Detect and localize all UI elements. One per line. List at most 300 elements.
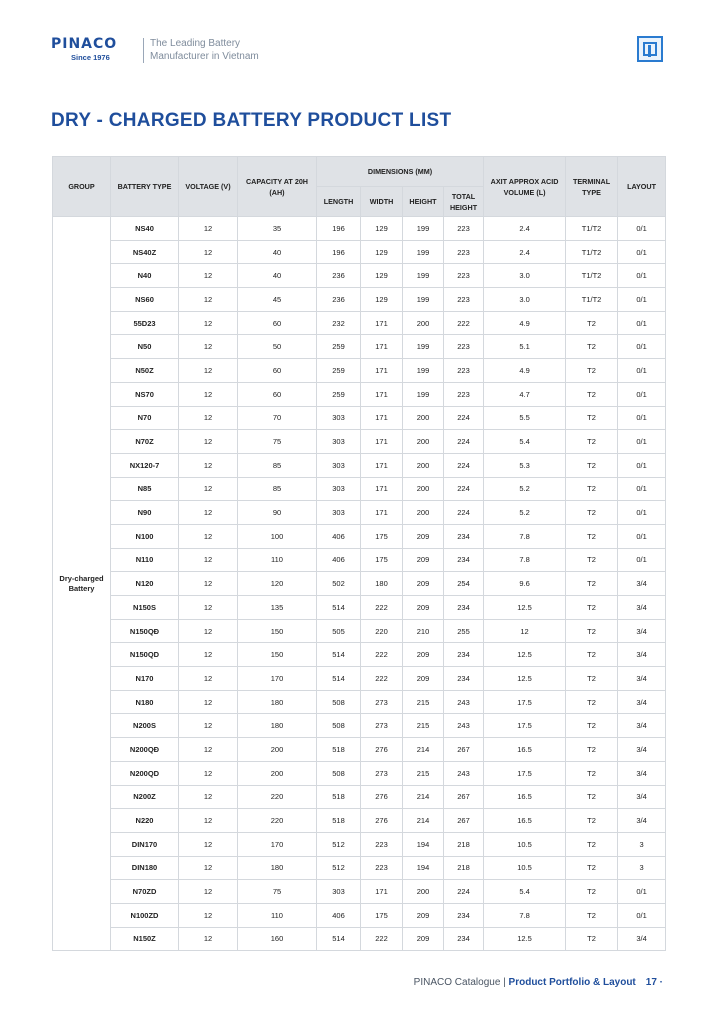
cell-capacity: 170 xyxy=(238,832,317,856)
cell-width: 222 xyxy=(361,643,403,667)
cell-battery-type: NS40 xyxy=(111,217,179,241)
cell-voltage: 12 xyxy=(179,430,238,454)
cell-length: 196 xyxy=(317,217,361,241)
cell-capacity: 40 xyxy=(238,264,317,288)
cell-total-height: 223 xyxy=(444,217,484,241)
cell-battery-type: N200Z xyxy=(111,785,179,809)
table-row xyxy=(53,524,666,548)
cell-layout: 0/1 xyxy=(618,548,666,572)
cell-length: 518 xyxy=(317,809,361,833)
header-battery-type: BATTERY TYPE xyxy=(111,157,179,217)
cell-voltage: 12 xyxy=(179,453,238,477)
cell-height: 215 xyxy=(403,714,444,738)
cell-layout: 3/4 xyxy=(618,667,666,691)
cell-width: 273 xyxy=(361,690,403,714)
table-row xyxy=(53,382,666,406)
cell-terminal-type: T1/T2 xyxy=(566,217,618,241)
cell-length: 259 xyxy=(317,335,361,359)
cell-width: 171 xyxy=(361,453,403,477)
cell-battery-type: N180 xyxy=(111,690,179,714)
cell-layout: 0/1 xyxy=(618,288,666,312)
cell-width: 171 xyxy=(361,335,403,359)
cell-width: 175 xyxy=(361,903,403,927)
header-length: LENGTH xyxy=(317,187,361,217)
cell-height: 199 xyxy=(403,288,444,312)
cell-capacity: 40 xyxy=(238,240,317,264)
cell-capacity: 60 xyxy=(238,382,317,406)
header-voltage: VOLTAGE (V) xyxy=(179,157,238,217)
cell-layout: 0/1 xyxy=(618,524,666,548)
cell-voltage: 12 xyxy=(179,382,238,406)
cell-battery-type: N150S xyxy=(111,596,179,620)
cell-total-height: 222 xyxy=(444,311,484,335)
table-row xyxy=(53,809,666,833)
cell-terminal-type: T2 xyxy=(566,690,618,714)
cell-length: 514 xyxy=(317,667,361,691)
cell-battery-type: N40 xyxy=(111,264,179,288)
cell-length: 406 xyxy=(317,903,361,927)
cell-acid-volume: 10.5 xyxy=(484,856,566,880)
cell-total-height: 218 xyxy=(444,856,484,880)
table-body xyxy=(53,217,666,951)
cell-capacity: 85 xyxy=(238,453,317,477)
cell-capacity: 100 xyxy=(238,524,317,548)
cell-battery-type: NS70 xyxy=(111,382,179,406)
cell-width: 276 xyxy=(361,738,403,762)
table-row xyxy=(53,832,666,856)
cell-layout: 3/4 xyxy=(618,738,666,762)
cell-total-height: 243 xyxy=(444,690,484,714)
cell-layout: 0/1 xyxy=(618,382,666,406)
table-row xyxy=(53,548,666,572)
cell-total-height: 223 xyxy=(444,264,484,288)
cell-acid-volume: 16.5 xyxy=(484,809,566,833)
cell-voltage: 12 xyxy=(179,548,238,572)
cell-capacity: 135 xyxy=(238,596,317,620)
table-row xyxy=(53,738,666,762)
cell-voltage: 12 xyxy=(179,809,238,833)
cell-layout: 0/1 xyxy=(618,406,666,430)
cell-layout: 3/4 xyxy=(618,927,666,951)
cell-width: 220 xyxy=(361,619,403,643)
cell-capacity: 90 xyxy=(238,501,317,525)
cell-voltage: 12 xyxy=(179,903,238,927)
cell-voltage: 12 xyxy=(179,738,238,762)
cell-terminal-type: T2 xyxy=(566,311,618,335)
cell-acid-volume: 10.5 xyxy=(484,832,566,856)
cell-capacity: 110 xyxy=(238,548,317,572)
table-row xyxy=(53,643,666,667)
cell-total-height: 243 xyxy=(444,761,484,785)
cell-terminal-type: T2 xyxy=(566,382,618,406)
header-total-height: TOTAL HEIGHT xyxy=(444,187,484,217)
cell-capacity: 75 xyxy=(238,880,317,904)
cell-width: 273 xyxy=(361,714,403,738)
cell-height: 209 xyxy=(403,548,444,572)
page-footer xyxy=(414,977,663,988)
table-row xyxy=(53,714,666,738)
cell-voltage: 12 xyxy=(179,856,238,880)
table-row xyxy=(53,690,666,714)
cell-acid-volume: 3.0 xyxy=(484,264,566,288)
cell-terminal-type: T2 xyxy=(566,738,618,762)
header-terminal-type: TERMINAL TYPE xyxy=(566,157,618,217)
cell-terminal-type: T2 xyxy=(566,832,618,856)
cell-terminal-type: T2 xyxy=(566,903,618,927)
cell-voltage: 12 xyxy=(179,477,238,501)
page-header xyxy=(51,36,671,66)
cell-width: 180 xyxy=(361,572,403,596)
cell-height: 210 xyxy=(403,619,444,643)
cell-voltage: 12 xyxy=(179,359,238,383)
cell-terminal-type: T2 xyxy=(566,453,618,477)
cell-width: 171 xyxy=(361,382,403,406)
cell-height: 199 xyxy=(403,359,444,383)
cell-layout: 0/1 xyxy=(618,477,666,501)
cell-acid-volume: 17.5 xyxy=(484,761,566,785)
cell-acid-volume: 3.0 xyxy=(484,288,566,312)
cell-layout: 3/4 xyxy=(618,785,666,809)
header-dimensions: DIMENSIONS (MM) xyxy=(317,157,484,187)
cell-capacity: 180 xyxy=(238,690,317,714)
cell-acid-volume: 12 xyxy=(484,619,566,643)
cell-length: 508 xyxy=(317,761,361,785)
table-row xyxy=(53,596,666,620)
cell-length: 303 xyxy=(317,406,361,430)
cell-battery-type: N50Z xyxy=(111,359,179,383)
cell-length: 518 xyxy=(317,738,361,762)
cell-capacity: 150 xyxy=(238,643,317,667)
table-row xyxy=(53,288,666,312)
cell-length: 514 xyxy=(317,643,361,667)
table-row xyxy=(53,761,666,785)
cell-total-height: 224 xyxy=(444,501,484,525)
table-row xyxy=(53,880,666,904)
cell-acid-volume: 5.3 xyxy=(484,453,566,477)
cell-total-height: 223 xyxy=(444,359,484,383)
cell-total-height: 234 xyxy=(444,927,484,951)
cell-acid-volume: 12.5 xyxy=(484,643,566,667)
cell-terminal-type: T2 xyxy=(566,761,618,785)
cell-length: 406 xyxy=(317,524,361,548)
cell-layout: 0/1 xyxy=(618,453,666,477)
cell-height: 209 xyxy=(403,903,444,927)
cell-total-height: 267 xyxy=(444,785,484,809)
cell-terminal-type: T2 xyxy=(566,335,618,359)
cell-layout: 0/1 xyxy=(618,240,666,264)
footer-section: Product Portfolio & Layout xyxy=(508,977,636,988)
cell-width: 222 xyxy=(361,927,403,951)
cell-width: 222 xyxy=(361,667,403,691)
cell-acid-volume: 4.9 xyxy=(484,311,566,335)
cell-height: 209 xyxy=(403,927,444,951)
page-title: DRY - CHARGED BATTERY PRODUCT LIST xyxy=(51,110,452,131)
cell-total-height: 224 xyxy=(444,406,484,430)
table-row xyxy=(53,927,666,951)
cell-battery-type: N150Z xyxy=(111,927,179,951)
cell-battery-type: N110 xyxy=(111,548,179,572)
cell-acid-volume: 5.4 xyxy=(484,430,566,454)
cell-length: 514 xyxy=(317,927,361,951)
cell-layout: 0/1 xyxy=(618,264,666,288)
table-row xyxy=(53,572,666,596)
table-row xyxy=(53,785,666,809)
cell-terminal-type: T2 xyxy=(566,927,618,951)
cell-voltage: 12 xyxy=(179,240,238,264)
cell-height: 214 xyxy=(403,738,444,762)
cell-capacity: 160 xyxy=(238,927,317,951)
cell-acid-volume: 12.5 xyxy=(484,667,566,691)
cell-acid-volume: 4.7 xyxy=(484,382,566,406)
cell-length: 236 xyxy=(317,288,361,312)
cell-layout: 3/4 xyxy=(618,596,666,620)
cell-total-height: 234 xyxy=(444,548,484,572)
cell-total-height: 254 xyxy=(444,572,484,596)
table-row xyxy=(53,335,666,359)
pinaco-logo xyxy=(51,36,117,62)
cell-terminal-type: T2 xyxy=(566,548,618,572)
cell-battery-type: DIN180 xyxy=(111,856,179,880)
cell-width: 171 xyxy=(361,311,403,335)
cell-length: 502 xyxy=(317,572,361,596)
cell-layout: 0/1 xyxy=(618,359,666,383)
logo-wordmark: PINACO xyxy=(51,36,118,52)
table-header xyxy=(53,157,666,217)
table-row xyxy=(53,667,666,691)
table-row xyxy=(53,406,666,430)
cell-battery-type: DIN170 xyxy=(111,832,179,856)
cell-battery-type: N70 xyxy=(111,406,179,430)
cell-layout: 3/4 xyxy=(618,643,666,667)
cell-width: 171 xyxy=(361,359,403,383)
cell-voltage: 12 xyxy=(179,264,238,288)
header-capacity: CAPACITY AT 20H (AH) xyxy=(238,157,317,217)
brand-mark-icon xyxy=(637,36,663,62)
cell-total-height: 255 xyxy=(444,619,484,643)
footer-catalogue: PINACO Catalogue | xyxy=(413,977,509,988)
table-row xyxy=(53,264,666,288)
cell-acid-volume: 7.8 xyxy=(484,548,566,572)
cell-total-height: 223 xyxy=(444,335,484,359)
header-width: WIDTH xyxy=(361,187,403,217)
cell-width: 171 xyxy=(361,406,403,430)
table-row xyxy=(53,311,666,335)
cell-capacity: 85 xyxy=(238,477,317,501)
cell-acid-volume: 17.5 xyxy=(484,690,566,714)
cell-terminal-type: T2 xyxy=(566,667,618,691)
cell-capacity: 110 xyxy=(238,903,317,927)
cell-height: 199 xyxy=(403,217,444,241)
header-acid-volume: AXIT APPROX ACID VOLUME (L) xyxy=(484,157,566,217)
cell-acid-volume: 17.5 xyxy=(484,714,566,738)
header-layout: LAYOUT xyxy=(618,157,666,217)
cell-capacity: 200 xyxy=(238,761,317,785)
cell-height: 214 xyxy=(403,809,444,833)
table-row xyxy=(53,856,666,880)
cell-voltage: 12 xyxy=(179,406,238,430)
cell-height: 215 xyxy=(403,690,444,714)
cell-total-height: 234 xyxy=(444,667,484,691)
cell-height: 200 xyxy=(403,501,444,525)
cell-length: 236 xyxy=(317,264,361,288)
cell-height: 209 xyxy=(403,643,444,667)
cell-battery-type: NS60 xyxy=(111,288,179,312)
cell-length: 196 xyxy=(317,240,361,264)
cell-length: 232 xyxy=(317,311,361,335)
cell-width: 129 xyxy=(361,240,403,264)
cell-length: 512 xyxy=(317,856,361,880)
cell-voltage: 12 xyxy=(179,690,238,714)
header-group: GROUP xyxy=(53,157,111,217)
cell-total-height: 223 xyxy=(444,382,484,406)
cell-width: 171 xyxy=(361,477,403,501)
cell-height: 200 xyxy=(403,430,444,454)
cell-total-height: 224 xyxy=(444,880,484,904)
cell-capacity: 220 xyxy=(238,809,317,833)
cell-layout: 3 xyxy=(618,856,666,880)
cell-terminal-type: T1/T2 xyxy=(566,264,618,288)
table-row xyxy=(53,240,666,264)
cell-acid-volume: 5.4 xyxy=(484,880,566,904)
cell-height: 199 xyxy=(403,240,444,264)
cell-terminal-type: T2 xyxy=(566,406,618,430)
cell-battery-type: N200S xyxy=(111,714,179,738)
tagline-line-2: Manufacturer in Vietnam xyxy=(150,50,259,62)
cell-capacity: 200 xyxy=(238,738,317,762)
cell-acid-volume: 4.9 xyxy=(484,359,566,383)
cell-width: 171 xyxy=(361,880,403,904)
tagline xyxy=(143,38,259,63)
cell-height: 215 xyxy=(403,761,444,785)
cell-length: 259 xyxy=(317,359,361,383)
cell-width: 276 xyxy=(361,785,403,809)
cell-battery-type: N200QĐ xyxy=(111,738,179,762)
cell-height: 209 xyxy=(403,524,444,548)
cell-capacity: 170 xyxy=(238,667,317,691)
cell-width: 223 xyxy=(361,856,403,880)
cell-voltage: 12 xyxy=(179,832,238,856)
cell-terminal-type: T2 xyxy=(566,572,618,596)
cell-acid-volume: 7.8 xyxy=(484,903,566,927)
cell-width: 171 xyxy=(361,430,403,454)
cell-height: 209 xyxy=(403,667,444,691)
product-table xyxy=(52,156,666,951)
cell-capacity: 180 xyxy=(238,856,317,880)
cell-capacity: 60 xyxy=(238,311,317,335)
cell-terminal-type: T2 xyxy=(566,619,618,643)
cell-length: 259 xyxy=(317,382,361,406)
table-row xyxy=(53,903,666,927)
cell-battery-type: N90 xyxy=(111,501,179,525)
cell-battery-type: N170 xyxy=(111,667,179,691)
cell-layout: 0/1 xyxy=(618,311,666,335)
cell-width: 129 xyxy=(361,217,403,241)
cell-height: 200 xyxy=(403,311,444,335)
table-row xyxy=(53,619,666,643)
cell-voltage: 12 xyxy=(179,572,238,596)
cell-length: 505 xyxy=(317,619,361,643)
cell-length: 508 xyxy=(317,690,361,714)
cell-length: 406 xyxy=(317,548,361,572)
cell-terminal-type: T2 xyxy=(566,809,618,833)
cell-acid-volume: 12.5 xyxy=(484,927,566,951)
cell-capacity: 150 xyxy=(238,619,317,643)
cell-acid-volume: 5.2 xyxy=(484,477,566,501)
cell-acid-volume: 7.8 xyxy=(484,524,566,548)
cell-acid-volume: 5.5 xyxy=(484,406,566,430)
cell-height: 214 xyxy=(403,785,444,809)
cell-battery-type: NX120-7 xyxy=(111,453,179,477)
cell-length: 303 xyxy=(317,453,361,477)
table-row xyxy=(53,501,666,525)
cell-width: 129 xyxy=(361,264,403,288)
cell-voltage: 12 xyxy=(179,524,238,548)
cell-capacity: 70 xyxy=(238,406,317,430)
cell-battery-type: N200QD xyxy=(111,761,179,785)
cell-total-height: 267 xyxy=(444,809,484,833)
cell-terminal-type: T2 xyxy=(566,501,618,525)
cell-length: 303 xyxy=(317,477,361,501)
header-height: HEIGHT xyxy=(403,187,444,217)
cell-terminal-type: T2 xyxy=(566,430,618,454)
cell-layout: 3/4 xyxy=(618,714,666,738)
cell-layout: 0/1 xyxy=(618,501,666,525)
cell-layout: 3/4 xyxy=(618,809,666,833)
table-row xyxy=(53,453,666,477)
cell-battery-type: N150QD xyxy=(111,643,179,667)
cell-total-height: 243 xyxy=(444,714,484,738)
cell-voltage: 12 xyxy=(179,880,238,904)
cell-height: 209 xyxy=(403,596,444,620)
cell-voltage: 12 xyxy=(179,619,238,643)
cell-voltage: 12 xyxy=(179,761,238,785)
cell-terminal-type: T2 xyxy=(566,856,618,880)
cell-terminal-type: T2 xyxy=(566,359,618,383)
cell-layout: 0/1 xyxy=(618,335,666,359)
cell-layout: 0/1 xyxy=(618,217,666,241)
cell-battery-type: NS40Z xyxy=(111,240,179,264)
cell-total-height: 234 xyxy=(444,643,484,667)
table-row xyxy=(53,217,666,241)
cell-acid-volume: 5.1 xyxy=(484,335,566,359)
cell-acid-volume: 2.4 xyxy=(484,217,566,241)
tagline-line-1: The Leading Battery xyxy=(150,38,241,49)
cell-total-height: 218 xyxy=(444,832,484,856)
cell-length: 518 xyxy=(317,785,361,809)
cell-total-height: 224 xyxy=(444,477,484,501)
cell-voltage: 12 xyxy=(179,288,238,312)
cell-capacity: 50 xyxy=(238,335,317,359)
cell-height: 199 xyxy=(403,264,444,288)
cell-capacity: 180 xyxy=(238,714,317,738)
cell-length: 303 xyxy=(317,880,361,904)
cell-acid-volume: 12.5 xyxy=(484,596,566,620)
cell-height: 200 xyxy=(403,477,444,501)
logo-since: Since 1976 xyxy=(71,53,110,62)
cell-capacity: 35 xyxy=(238,217,317,241)
cell-length: 514 xyxy=(317,596,361,620)
cell-layout: 3 xyxy=(618,832,666,856)
cell-voltage: 12 xyxy=(179,785,238,809)
cell-battery-type: N70ZD xyxy=(111,880,179,904)
cell-width: 222 xyxy=(361,596,403,620)
cell-battery-type: N50 xyxy=(111,335,179,359)
cell-total-height: 224 xyxy=(444,453,484,477)
cell-voltage: 12 xyxy=(179,643,238,667)
cell-total-height: 224 xyxy=(444,430,484,454)
cell-layout: 3/4 xyxy=(618,761,666,785)
cell-battery-type: N120 xyxy=(111,572,179,596)
